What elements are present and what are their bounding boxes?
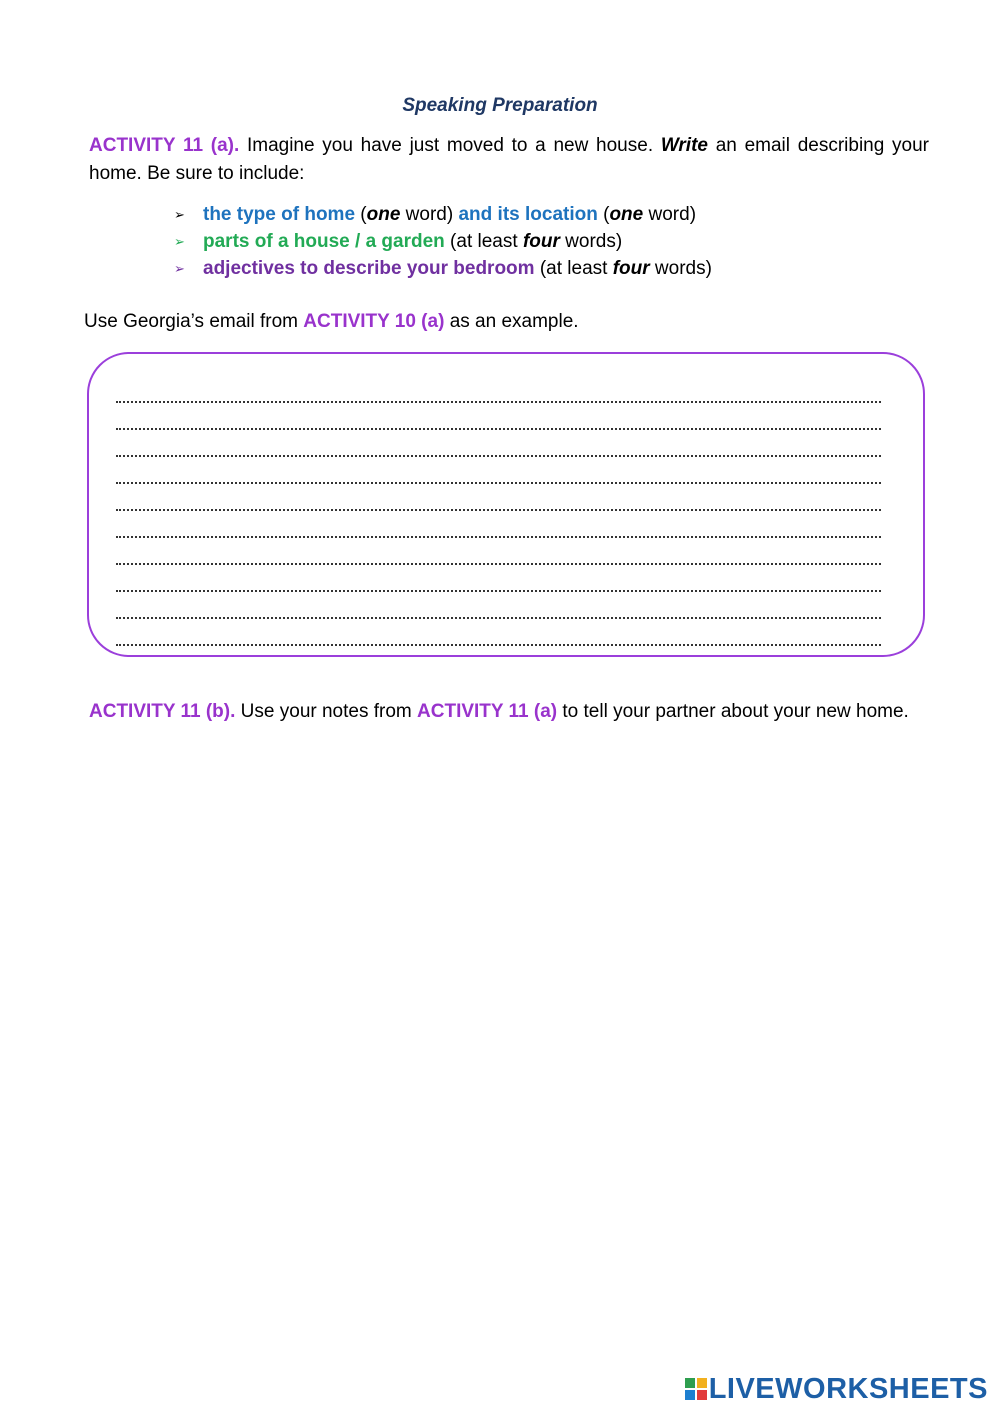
writing-line[interactable] [116,565,881,592]
liveworksheets-logo [685,1374,988,1404]
activity-11b-ref: ACTIVITY 11 (a) [417,701,558,722]
logo-text: LIVEWORKSHEETS [708,1372,988,1405]
list-item-emphasis: one [609,204,644,225]
example-activity-ref: ACTIVITY 10 (a) [303,311,445,332]
list-item-text: (at least [444,231,523,252]
arrow-bullet-icon: ➢ [174,234,185,249]
page-title: Speaking Preparation [402,95,598,116]
activity-11a-emphasis: Write [660,135,708,156]
writing-line[interactable] [116,538,881,565]
list-item-text: ( [355,204,367,225]
writing-line[interactable] [116,592,881,619]
list-item [174,255,712,282]
activity-11a-text-1: Imagine you have just moved to a new house. [239,135,661,156]
writing-line[interactable] [116,484,881,511]
list-item-text: words) [649,258,712,279]
activity-11b-instructions [89,698,929,726]
writing-line[interactable] [116,619,881,646]
list-item-highlight: the type of home [203,204,356,225]
list-item-text: word) [400,204,459,225]
list-item-emphasis: one [366,204,401,225]
activity-11b-text-2: to tell your partner about your new home. [557,701,909,722]
activity-11a-label: ACTIVITY 11 (a). [89,135,240,156]
list-item-text: ( [597,204,610,225]
example-text-2: as an example. [444,311,579,332]
example-instruction [84,308,579,336]
writing-line[interactable] [116,376,881,403]
example-text-1: Use Georgia’s email from [84,311,304,332]
activity-11a-instructions [89,132,929,188]
list-item-emphasis: four [522,231,560,252]
list-item-highlight: parts of a house / a garden [203,231,445,252]
writing-line[interactable] [116,403,881,430]
activity-11b-text-1: Use your notes from [235,701,418,722]
writing-line[interactable] [116,430,881,457]
list-item [174,228,712,255]
list-item-text: words) [559,231,623,252]
list-item [174,201,712,228]
writing-lines[interactable] [116,376,881,646]
arrow-bullet-icon: ➢ [174,261,185,276]
activity-11b-label: ACTIVITY 11 (b). [89,701,236,722]
arrow-bullet-icon: ➢ [174,207,185,222]
logo-mark-icon [685,1378,707,1400]
include-list [174,201,712,282]
list-item-highlight: adjectives to describe your bedroom [203,258,535,279]
list-item-highlight: and its location [458,204,598,225]
writing-line[interactable] [116,511,881,538]
list-item-text: (at least [534,258,613,279]
list-item-emphasis: four [612,258,650,279]
writing-line[interactable] [116,457,881,484]
activity-11a-text-2: an email describing your home. Be sure to include: [89,135,929,184]
list-item-text: word) [643,204,697,225]
